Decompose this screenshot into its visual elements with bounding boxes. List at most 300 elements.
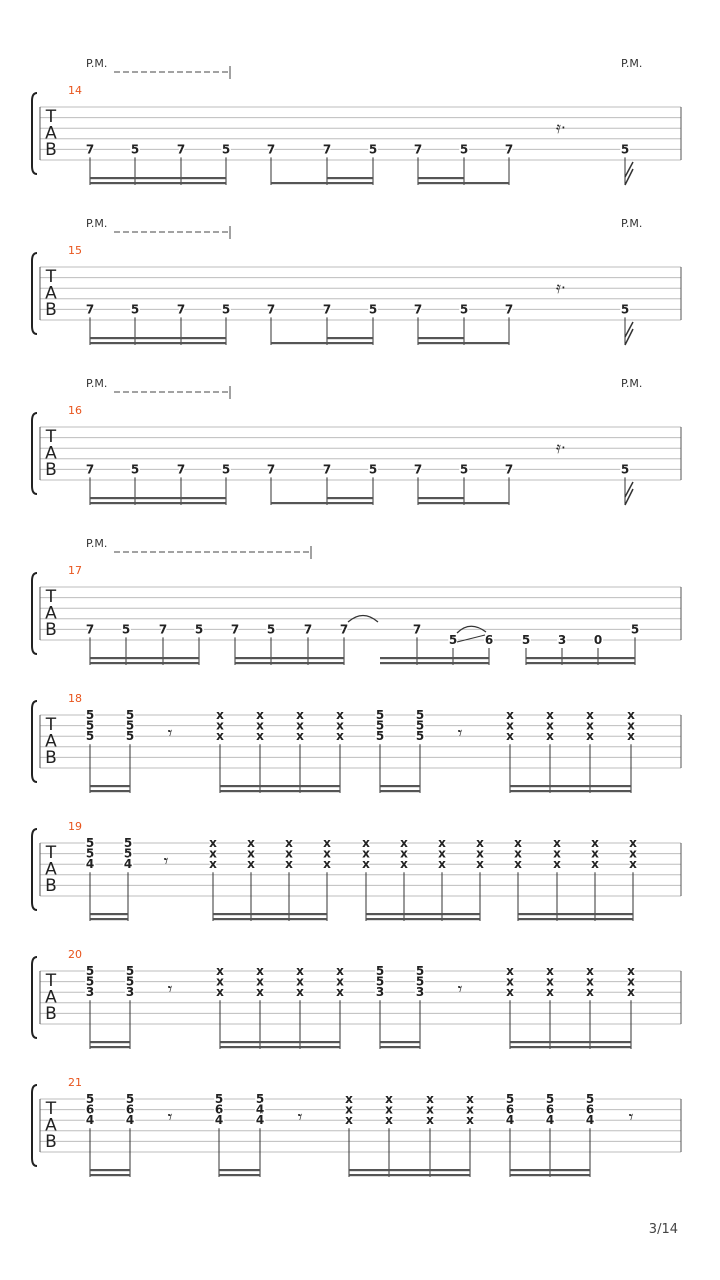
dead-note: x — [629, 836, 637, 850]
dead-note: x — [546, 718, 554, 733]
fret-number: 5 — [630, 622, 640, 637]
beam — [235, 662, 344, 664]
beam — [327, 337, 373, 339]
tab-clef-letter: A — [45, 731, 57, 752]
tab-clef-letter: T — [45, 587, 57, 607]
fret-number: 4 — [85, 1113, 95, 1128]
fret-number: 7 — [322, 302, 332, 317]
fret-number: 7 — [176, 142, 186, 157]
dead-note: x — [627, 985, 635, 1000]
tab-clef-letter: A — [45, 283, 57, 304]
beam — [271, 182, 373, 184]
dead-note: x — [627, 974, 635, 989]
dead-note: x — [546, 974, 554, 989]
dead-note: x — [506, 974, 514, 989]
beam — [90, 657, 199, 659]
dead-note: x — [466, 1102, 474, 1117]
dead-note: x — [514, 846, 522, 861]
fret-number: 5 — [221, 142, 231, 157]
beam — [219, 1169, 260, 1171]
dead-note: x — [385, 1113, 393, 1128]
beam — [510, 1169, 590, 1171]
dead-note: x — [553, 857, 561, 872]
dead-note: x — [216, 974, 224, 989]
fret-number: 5 — [85, 708, 95, 722]
beam — [518, 918, 633, 920]
fret-number: 6 — [85, 1102, 95, 1117]
dead-note: x — [216, 708, 224, 722]
fret-number: 7 — [412, 622, 422, 637]
dead-note: x — [296, 708, 304, 722]
dead-note: x — [591, 836, 599, 850]
fret-number: 5 — [459, 462, 469, 477]
fret-number: 5 — [130, 142, 140, 157]
fret-number: 5 — [620, 462, 630, 477]
beam — [510, 1046, 631, 1048]
fret-number: 7 — [85, 462, 95, 477]
measure-number: 20 — [68, 948, 82, 961]
fret-number: 7 — [266, 302, 276, 317]
dead-note: x — [209, 836, 217, 850]
fret-number: 7 — [266, 462, 276, 477]
fret-number: 5 — [459, 142, 469, 157]
fret-number: 5 — [125, 964, 135, 978]
dead-note: x — [256, 985, 264, 1000]
tab-clef-letter: T — [45, 715, 57, 735]
dotted-eighth-rest: 𝄿· — [556, 278, 566, 297]
dead-note: x — [506, 964, 514, 978]
fret-number: 7 — [85, 142, 95, 157]
measure-number: 19 — [68, 820, 82, 833]
dead-note: x — [514, 857, 522, 872]
tab-clef-letter: A — [45, 1115, 57, 1136]
tab-clef-letter: B — [45, 1132, 57, 1152]
fret-number: 5 — [130, 462, 140, 477]
tab-clef-letter: A — [45, 987, 57, 1008]
beam — [90, 342, 226, 344]
fret-number: 5 — [415, 964, 425, 978]
fret-number: 5 — [375, 718, 385, 733]
dead-note: x — [400, 836, 408, 850]
dead-note: x — [216, 964, 224, 978]
dotted-eighth-rest: 𝄿· — [556, 438, 566, 457]
fret-number: 3 — [125, 985, 135, 1000]
eighth-rest: 𝄾 — [628, 1107, 634, 1128]
system-brace — [32, 957, 37, 1038]
beam — [366, 913, 480, 915]
fret-number: 5 — [368, 142, 378, 157]
dead-note: x — [285, 857, 293, 872]
beam — [380, 790, 420, 792]
fret-number: 5 — [255, 1092, 265, 1106]
beam — [90, 1046, 130, 1048]
fret-number: 5 — [415, 718, 425, 733]
dead-note: x — [400, 857, 408, 872]
measure-number: 16 — [68, 404, 82, 417]
fret-number: 7 — [322, 142, 332, 157]
beam — [518, 913, 633, 915]
dead-note: x — [586, 964, 594, 978]
dead-note: x — [546, 729, 554, 744]
fret-number: 4 — [123, 857, 133, 872]
dead-note: x — [466, 1092, 474, 1106]
dead-note: x — [296, 985, 304, 1000]
beam — [418, 182, 509, 184]
dead-note: x — [323, 836, 331, 850]
fret-number: 5 — [125, 1092, 135, 1106]
tab-clef-letter: T — [45, 971, 57, 991]
fret-number: 7 — [266, 142, 276, 157]
beam — [90, 790, 130, 792]
fret-number: 6 — [484, 633, 494, 647]
fret-number: 4 — [125, 1113, 135, 1128]
dead-note: x — [216, 718, 224, 733]
dead-note: x — [438, 836, 446, 850]
dead-note: x — [345, 1102, 353, 1117]
fret-number: 4 — [505, 1113, 515, 1128]
beam — [366, 918, 480, 920]
fret-number: 3 — [375, 985, 385, 1000]
note-flag — [625, 162, 633, 185]
dead-note: x — [400, 846, 408, 861]
dead-note: x — [627, 729, 635, 744]
fret-number: 4 — [85, 857, 95, 872]
dead-note: x — [546, 708, 554, 722]
dead-note: x — [323, 857, 331, 872]
measure-number: 15 — [68, 244, 82, 257]
beam — [220, 790, 340, 792]
dead-note: x — [466, 1113, 474, 1128]
beam — [90, 785, 130, 787]
dead-note: x — [216, 729, 224, 744]
fret-number: 3 — [85, 985, 95, 1000]
beam — [90, 502, 226, 504]
palm-mute-label: P.M. — [621, 377, 643, 390]
beam — [90, 662, 199, 664]
fret-number: 7 — [413, 462, 423, 477]
dead-note: x — [627, 718, 635, 733]
dead-note: x — [514, 836, 522, 850]
fret-number: 7 — [339, 622, 349, 637]
fret-number: 6 — [214, 1102, 224, 1117]
dead-note: x — [438, 846, 446, 861]
dead-note: x — [336, 708, 344, 722]
dead-note: x — [476, 836, 484, 850]
dead-note: x — [296, 718, 304, 733]
fret-number: 5 — [368, 302, 378, 317]
beam — [418, 502, 509, 504]
dead-note: x — [336, 964, 344, 978]
beam — [90, 182, 226, 184]
tab-clef-letter: T — [45, 107, 57, 127]
dead-note: x — [216, 985, 224, 1000]
fret-number: 6 — [585, 1102, 595, 1117]
fret-number: 5 — [459, 302, 469, 317]
dead-note: x — [476, 846, 484, 861]
eighth-rest: 𝄾 — [167, 979, 173, 1000]
dead-note: x — [586, 974, 594, 989]
dead-note: x — [345, 1113, 353, 1128]
dead-note: x — [426, 1113, 434, 1128]
beam — [510, 1041, 631, 1043]
fret-number: 5 — [221, 462, 231, 477]
beam — [349, 1169, 470, 1171]
beam — [90, 1041, 130, 1043]
eighth-rest: 𝄾 — [167, 723, 173, 744]
dead-note: x — [296, 729, 304, 744]
fret-number: 5 — [375, 974, 385, 989]
dead-note: x — [546, 964, 554, 978]
fret-number: 7 — [413, 142, 423, 157]
fret-number: 6 — [125, 1102, 135, 1117]
dead-note: x — [591, 846, 599, 861]
fret-number: 7 — [322, 462, 332, 477]
tab-clef-letter: B — [45, 140, 57, 160]
fret-number: 7 — [85, 622, 95, 637]
dead-note: x — [285, 846, 293, 861]
beam — [418, 177, 464, 179]
dead-note: x — [336, 974, 344, 989]
note-flag — [625, 482, 633, 505]
dead-note: x — [476, 857, 484, 872]
fret-number: 5 — [85, 846, 95, 861]
fret-number: 5 — [266, 622, 276, 637]
tab-clef-letter: T — [45, 427, 57, 447]
tab-clef-letter: A — [45, 859, 57, 880]
beam — [510, 790, 631, 792]
tab-clef-letter: T — [45, 1099, 57, 1119]
fret-number: 5 — [85, 836, 95, 850]
dead-note: x — [256, 718, 264, 733]
dead-note: x — [256, 974, 264, 989]
beam — [213, 913, 327, 915]
dead-note: x — [553, 846, 561, 861]
system-brace — [32, 701, 37, 782]
beam — [90, 337, 226, 339]
fret-number: 5 — [415, 729, 425, 744]
dead-note: x — [591, 857, 599, 872]
beam — [220, 1041, 340, 1043]
beam — [380, 662, 489, 664]
fret-number: 5 — [85, 974, 95, 989]
palm-mute-label: P.M. — [621, 57, 643, 70]
dead-note: x — [256, 729, 264, 744]
tab-clef-letter: A — [45, 123, 57, 144]
measure-number: 14 — [68, 84, 82, 97]
palm-mute-label: P.M. — [86, 377, 108, 390]
dead-note: x — [629, 846, 637, 861]
beam — [220, 785, 340, 787]
fret-number: 5 — [375, 708, 385, 722]
dead-note: x — [362, 857, 370, 872]
tab-clef-letter: A — [45, 443, 57, 464]
system-brace — [32, 413, 37, 494]
system-brace — [32, 253, 37, 334]
eighth-rest: 𝄾 — [457, 979, 463, 1000]
dead-note: x — [553, 836, 561, 850]
dead-note: x — [209, 857, 217, 872]
fret-number: 7 — [504, 302, 514, 317]
dead-note: x — [336, 729, 344, 744]
beam — [510, 785, 631, 787]
fret-number: 7 — [230, 622, 240, 637]
fret-number: 5 — [125, 708, 135, 722]
eighth-rest: 𝄾 — [163, 851, 169, 872]
beam — [271, 502, 373, 504]
beam — [90, 497, 226, 499]
beam — [327, 177, 373, 179]
dead-note: x — [247, 857, 255, 872]
palm-mute-label: P.M. — [86, 537, 108, 550]
fret-number: 5 — [545, 1092, 555, 1106]
tab-clef-letter: B — [45, 620, 57, 640]
dead-note: x — [426, 1102, 434, 1117]
tab-clef-letter: B — [45, 1004, 57, 1024]
dead-note: x — [296, 964, 304, 978]
dead-note: x — [629, 857, 637, 872]
dead-note: x — [362, 836, 370, 850]
beam — [510, 1174, 590, 1176]
beam — [526, 662, 635, 664]
eighth-rest: 𝄾 — [457, 723, 463, 744]
measure-number: 18 — [68, 692, 82, 705]
dead-note: x — [385, 1102, 393, 1117]
fret-number: 5 — [125, 729, 135, 744]
fret-number: 5 — [85, 1092, 95, 1106]
beam — [380, 785, 420, 787]
dead-note: x — [546, 985, 554, 1000]
tab-clef-letter: B — [45, 876, 57, 896]
fret-number: 5 — [448, 633, 458, 647]
dotted-eighth-rest: 𝄿· — [556, 118, 566, 137]
fret-number: 4 — [545, 1113, 555, 1128]
beam — [213, 918, 327, 920]
beam — [380, 1046, 420, 1048]
beam — [90, 918, 128, 920]
note-flag — [625, 322, 633, 345]
tab-clef-letter: B — [45, 300, 57, 320]
fret-number: 7 — [504, 142, 514, 157]
tab-clef-letter: A — [45, 603, 57, 624]
beam — [418, 337, 464, 339]
dead-note: x — [506, 729, 514, 744]
beam — [90, 177, 226, 179]
dead-note: x — [586, 729, 594, 744]
fret-number: 5 — [505, 1092, 515, 1106]
fret-number: 7 — [303, 622, 313, 637]
fret-number: 6 — [545, 1102, 555, 1117]
system-brace — [32, 829, 37, 910]
dead-note: x — [426, 1092, 434, 1106]
dead-note: x — [247, 846, 255, 861]
fret-number: 5 — [121, 622, 131, 637]
system-brace — [32, 573, 37, 654]
system-brace — [32, 93, 37, 174]
measure-number: 21 — [68, 1076, 82, 1089]
beam — [219, 1174, 260, 1176]
tab-clef-letter: T — [45, 843, 57, 863]
beam — [235, 657, 344, 659]
beam — [418, 497, 464, 499]
beam — [526, 657, 635, 659]
fret-number: 5 — [125, 718, 135, 733]
dead-note: x — [362, 846, 370, 861]
dead-note: x — [247, 836, 255, 850]
dead-note: x — [506, 708, 514, 722]
palm-mute-label: P.M. — [86, 57, 108, 70]
beam — [349, 1174, 470, 1176]
fret-number: 4 — [255, 1102, 265, 1117]
dead-note: x — [627, 964, 635, 978]
fret-number: 5 — [123, 846, 133, 861]
fret-number: 7 — [85, 302, 95, 317]
fret-number: 6 — [505, 1102, 515, 1117]
slide — [457, 635, 485, 642]
fret-number: 3 — [557, 633, 567, 647]
dead-note: x — [256, 708, 264, 722]
beam — [90, 1169, 130, 1171]
dead-note: x — [323, 846, 331, 861]
eighth-rest: 𝄾 — [167, 1107, 173, 1128]
fret-number: 5 — [585, 1092, 595, 1106]
fret-number: 5 — [85, 729, 95, 744]
dead-note: x — [336, 985, 344, 1000]
fret-number: 7 — [504, 462, 514, 477]
fret-number: 5 — [620, 142, 630, 157]
dead-note: x — [296, 974, 304, 989]
fret-number: 5 — [125, 974, 135, 989]
fret-number: 7 — [176, 462, 186, 477]
dead-note: x — [345, 1092, 353, 1106]
palm-mute-label: P.M. — [86, 217, 108, 230]
fret-number: 5 — [214, 1092, 224, 1106]
fret-number: 5 — [620, 302, 630, 317]
fret-number: 5 — [130, 302, 140, 317]
measure-number: 17 — [68, 564, 82, 577]
dead-note: x — [209, 846, 217, 861]
beam — [380, 1041, 420, 1043]
fret-number: 5 — [415, 708, 425, 722]
beam — [327, 497, 373, 499]
fret-number: 7 — [413, 302, 423, 317]
page-number: 3/14 — [648, 1222, 678, 1237]
dead-note: x — [256, 964, 264, 978]
fret-number: 7 — [158, 622, 168, 637]
system-brace — [32, 1085, 37, 1166]
fret-number: 5 — [375, 964, 385, 978]
fret-number: 5 — [221, 302, 231, 317]
dead-note: x — [285, 836, 293, 850]
tab-clef-letter: T — [45, 267, 57, 287]
fret-number: 5 — [85, 964, 95, 978]
beam — [380, 657, 489, 659]
dead-note: x — [385, 1092, 393, 1106]
beam — [220, 1046, 340, 1048]
dead-note: x — [506, 985, 514, 1000]
fret-number: 5 — [368, 462, 378, 477]
fret-number: 0 — [593, 633, 603, 647]
palm-mute-label: P.M. — [621, 217, 643, 230]
dead-note: x — [506, 718, 514, 733]
fret-number: 5 — [375, 729, 385, 744]
fret-number: 4 — [585, 1113, 595, 1128]
beam — [271, 342, 373, 344]
fret-number: 4 — [214, 1113, 224, 1128]
dead-note: x — [336, 718, 344, 733]
fret-number: 5 — [415, 974, 425, 989]
dead-note: x — [586, 985, 594, 1000]
fret-number: 3 — [415, 985, 425, 1000]
